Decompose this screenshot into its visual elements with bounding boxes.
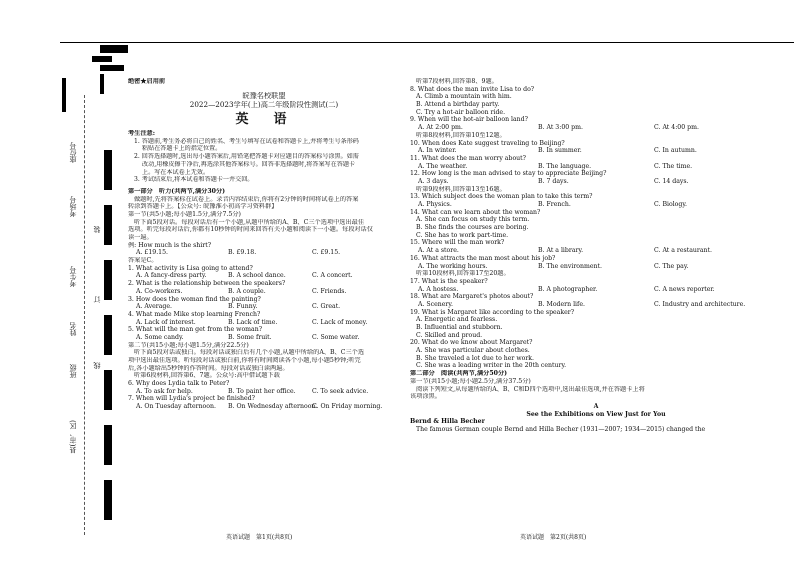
example-options [128, 249, 400, 257]
example-question: 例: How much is the shirt? [128, 241, 212, 249]
option: A. On Tuesday afternoon. [136, 403, 216, 411]
binding-strip [0, 0, 130, 561]
example-answer: 答案是C。 [128, 257, 158, 265]
binding-bar [104, 370, 112, 410]
option: C. The pay. [654, 262, 689, 270]
intro-line: 读一遍。 [128, 234, 153, 241]
question: 12. How long is the man advised to stay to appreciate Beijing? [410, 170, 607, 178]
material-heading: 听第10段材料,回答第17至20题。 [416, 270, 510, 278]
option: A. Scenery. [418, 300, 454, 308]
left-column [128, 78, 400, 411]
option: B. Modern life. [538, 300, 585, 308]
option: A. 3 days. [418, 177, 449, 185]
question: 2. What is the relationship between the speakers? [128, 280, 286, 288]
option: A. In winter. [418, 147, 457, 155]
question: 16. What attracts the man most about his job? [410, 254, 556, 262]
binding-bar [100, 74, 104, 94]
option: B. Lack of time. [228, 318, 278, 326]
option: B. To paint her office. [228, 387, 296, 395]
note-line: 上。写在本试卷上无效。 [134, 168, 210, 176]
option: A. Average. [136, 303, 173, 311]
option: C. She was a leading writer in the 20th century. [416, 362, 567, 370]
binding-bar [100, 65, 124, 71]
section-line: 第一节(共15小题;每小题2.5分,满分37.5分) [410, 377, 531, 385]
note-line: 1. 答题前,考生务必将自己的姓名、考生号填写在试卷和答题卡上,并将考生号条形码 [134, 137, 359, 145]
question: 9. When will the hot-air balloon land? [410, 116, 528, 124]
right-column [410, 78, 782, 434]
intro-line: 做题时,先将答案标在试卷上。录音内容结束后,你将有2分钟的时间将试卷上的答案 [134, 195, 359, 203]
binding-bar [104, 260, 112, 300]
intro-line: 转涂到答题卡上。【公众号: 皖豫淮小初高学习资料群】 [128, 203, 278, 211]
intro-line: 听下面5段对话或独白。每段对话或独白后有几个小题,从题中所给的A、B、C三个选 [134, 349, 365, 357]
question: 6. Why does Lydia talk to Peter? [128, 380, 230, 388]
seal-word: 装 [93, 226, 101, 233]
note-line: 2. 回答选择题时,选出每小题答案后,用铅笔把答题卡对应题目的答案标号涂黑。如需 [134, 153, 359, 161]
question: 14. What can we learn about the woman? [410, 208, 541, 216]
note-line: 改动,用橡皮擦干净后,再选涂其他答案标号。回答非选择题时,将答案写在答题卡 [134, 160, 356, 168]
section-line: 该项涂黑。 [410, 393, 441, 401]
options [410, 247, 782, 255]
option: B. The environment. [538, 262, 602, 270]
option: C. On Friday morning. [312, 403, 383, 411]
binding-bar [104, 150, 112, 190]
options [128, 272, 400, 280]
question: 7. When will Lydia's project be finished? [128, 395, 255, 403]
options [128, 403, 400, 411]
binding-bar [104, 315, 112, 355]
seal-word: 订 [93, 296, 101, 303]
option: C. At 4:00 pm. [654, 124, 699, 132]
option: B. A photographer. [538, 285, 598, 293]
options [410, 263, 782, 271]
intro-line: 项中选出最佳选项。听每段对话或独白前,你将有时间阅读各个小题,每小题5秒钟;听完 [128, 357, 361, 364]
question: 13. Which subject does the woman plan to take this term? [410, 193, 593, 201]
intro-line: 听下面5段对话。每段对话后有一个小题,从题中所给的A、B、C三个选项中选出最佳 [134, 218, 365, 226]
option: A. Energetic and fearless. [416, 316, 498, 324]
options [128, 334, 400, 342]
option: C. Biology. [654, 201, 688, 208]
option: C. At a restaurant. [654, 247, 712, 255]
option: A. The weather. [418, 162, 468, 170]
option: A. £19.15. [136, 249, 169, 257]
options [128, 388, 400, 396]
option: C. To seek advice. [312, 387, 369, 395]
org-name: 皖豫名校联盟 [242, 91, 286, 100]
room-number-label: 考场号 [69, 196, 77, 217]
option: A. She was particular about clothes. [416, 347, 530, 355]
option: B. She traveled a lot due to her work. [416, 354, 535, 362]
option: A. Lack of interest. [136, 318, 196, 326]
intro-line: 后,各小题给出5秒钟的作答时间。每段对话或独白读两遍。 [128, 364, 289, 372]
part2-heading: 第二部分 阅读(共两节,满分50分) [410, 370, 508, 378]
options [410, 286, 782, 294]
passage-subtitle: Bernd & Hilla Becher [410, 418, 485, 426]
option: A. At a store. [418, 247, 459, 255]
question: 11. What does the man worry about? [410, 154, 526, 162]
question: 17. What is the speaker? [410, 277, 488, 285]
option: B. Influential and stubborn. [416, 324, 503, 331]
options [128, 303, 400, 311]
notes [128, 138, 400, 184]
secret-tag: 绝密★启用前 [128, 78, 166, 85]
binding-bar [92, 56, 112, 62]
option: A. To ask for help. [136, 387, 193, 395]
option: A. At 2:00 pm. [418, 124, 463, 132]
district-label: 县(市、区) [69, 420, 77, 454]
option: B. In summer. [538, 147, 582, 155]
option: C. Try a hot-air balloon ride. [416, 108, 506, 116]
section2-heading: 第二节(共15小题;每小题1.5分,满分22.5分) [128, 341, 249, 349]
option: C. She has to work part-time. [416, 231, 509, 239]
passage-title: See the Exhibitions on View Just for You [526, 410, 666, 418]
passage-letter: A [593, 402, 599, 410]
option: B. French. [538, 201, 571, 208]
option: C. The time. [654, 162, 693, 170]
question: 10. When does Kate suggest traveling to Beijing? [410, 139, 565, 147]
options [410, 301, 782, 309]
option: A. She can focus on study this term. [416, 216, 530, 224]
option: B. Some fruit. [228, 333, 272, 341]
option: B. Attend a birthday party. [416, 101, 500, 109]
section-line: 阅读下列短文,从每题所给的A、B、C和D四个选项中,选出最佳选项,并在答题卡上将 [416, 385, 645, 393]
option: A. A fancy-dress party. [136, 272, 207, 280]
option: C. A news reporter. [654, 285, 715, 293]
seat-number-label: 座位号 [69, 142, 77, 163]
question: 5. What will the man get from the woman? [128, 326, 263, 334]
binding-bar [62, 78, 66, 112]
top-rule [60, 42, 794, 43]
option: A. A hostess. [418, 285, 459, 293]
options [410, 178, 782, 186]
intro-line: 选项。听完每段对话后,你都有10秒钟的时间来回答有关小题和阅读下一小题。每段对话仅 [128, 226, 373, 234]
question: 20. What do we know about Margaret? [410, 339, 533, 347]
option: C. Friends. [312, 287, 347, 295]
option: A. The working hours. [418, 262, 488, 270]
note-line: 粘贴在答题卡上的指定位置。 [134, 145, 222, 153]
binding-bar [104, 425, 112, 465]
option: A. Physics. [418, 201, 452, 208]
option: C. £9.15. [312, 249, 341, 257]
option: C. Great. [312, 303, 341, 311]
question: 19. What is Margaret like according to the speaker? [410, 308, 575, 316]
seal-word: 线 [93, 362, 101, 369]
material-heading: 听第7段材料,回答第8、9题。 [416, 78, 498, 85]
cut-line [84, 95, 85, 535]
option: C. Skilled and proud. [416, 331, 483, 339]
option: C. Some water. [312, 333, 360, 341]
option: B. She finds the courses are boring. [416, 224, 529, 232]
subject-title: 英 语 [235, 112, 293, 128]
intro-line: 第一节(共5小题;每小题1.5分,满分7.5分) [128, 210, 241, 218]
page-footer-left: 英语试题 第1页(共8页) [226, 534, 293, 541]
name-label: 姓名 [69, 322, 77, 336]
notes-heading: 考生注意: [128, 130, 156, 138]
option: C. A concert. [312, 272, 353, 280]
material-heading: 听第8段材料,回答第10至12题。 [416, 131, 506, 139]
question: 15. Where will the man work? [410, 239, 505, 247]
option: B. On Wednesday afternoon. [228, 403, 318, 411]
option: B. A school dance. [228, 272, 286, 280]
part1-heading: 第一部分 听力(共两节,满分30分) [128, 187, 226, 195]
options [410, 163, 782, 171]
option: C. 14 days. [654, 177, 689, 185]
question: 18. What are Margaret's photos about? [410, 293, 534, 301]
binding-bar [100, 45, 128, 53]
options [410, 124, 782, 132]
option: B. £9.18. [228, 249, 257, 257]
question: 3. How does the woman find the painting? [128, 295, 261, 303]
option: A. Climb a mountain with him. [416, 93, 512, 101]
option: C. In autumn. [654, 147, 697, 155]
option: A. Some candy. [136, 333, 184, 341]
questions-1-5 [128, 265, 400, 342]
material-heading: 听第6段材料,回答第6、7题。公众号:高中借试题下载 [134, 372, 280, 380]
option: C. Industry and architecture. [654, 300, 746, 308]
binding-bar [104, 205, 112, 245]
option: B. At a library. [538, 247, 584, 255]
options [410, 147, 782, 155]
option: B. 7 days. [538, 177, 569, 185]
option: B. Funny. [228, 303, 258, 311]
option: C. Lack of money. [312, 318, 368, 326]
option: B. At 3:00 pm. [538, 124, 583, 132]
exam-title: 2022—2023学年(上)高二年级阶段性测试(二) [189, 101, 339, 110]
passage-first-line: The famous German couple Bernd and Hilla Becher (1931—2007; 1934—2015) changed the [416, 425, 706, 433]
question: 8. What does the man invite Lisa to do? [410, 85, 535, 93]
options [128, 288, 400, 296]
question: 1. What activity is Lisa going to attend? [128, 264, 253, 272]
candidate-number-label: 考生号 [69, 266, 77, 287]
option: A. Co-workers. [136, 287, 183, 295]
material-heading: 听第9段材料,回答第13至16题。 [416, 185, 506, 193]
note-line: 3. 考试结束后,将本试卷和答题卡一并交回。 [134, 176, 254, 184]
option: B. The language. [538, 162, 592, 170]
option: B. A couple. [228, 287, 266, 295]
class-label: 班级 [69, 364, 77, 378]
page-footer-right: 英语试题 第2页(共8页) [520, 534, 587, 541]
binding-bar [104, 480, 112, 520]
options [410, 201, 782, 209]
question: 4. What made Mike stop learning French? [128, 310, 261, 318]
options [128, 319, 400, 327]
